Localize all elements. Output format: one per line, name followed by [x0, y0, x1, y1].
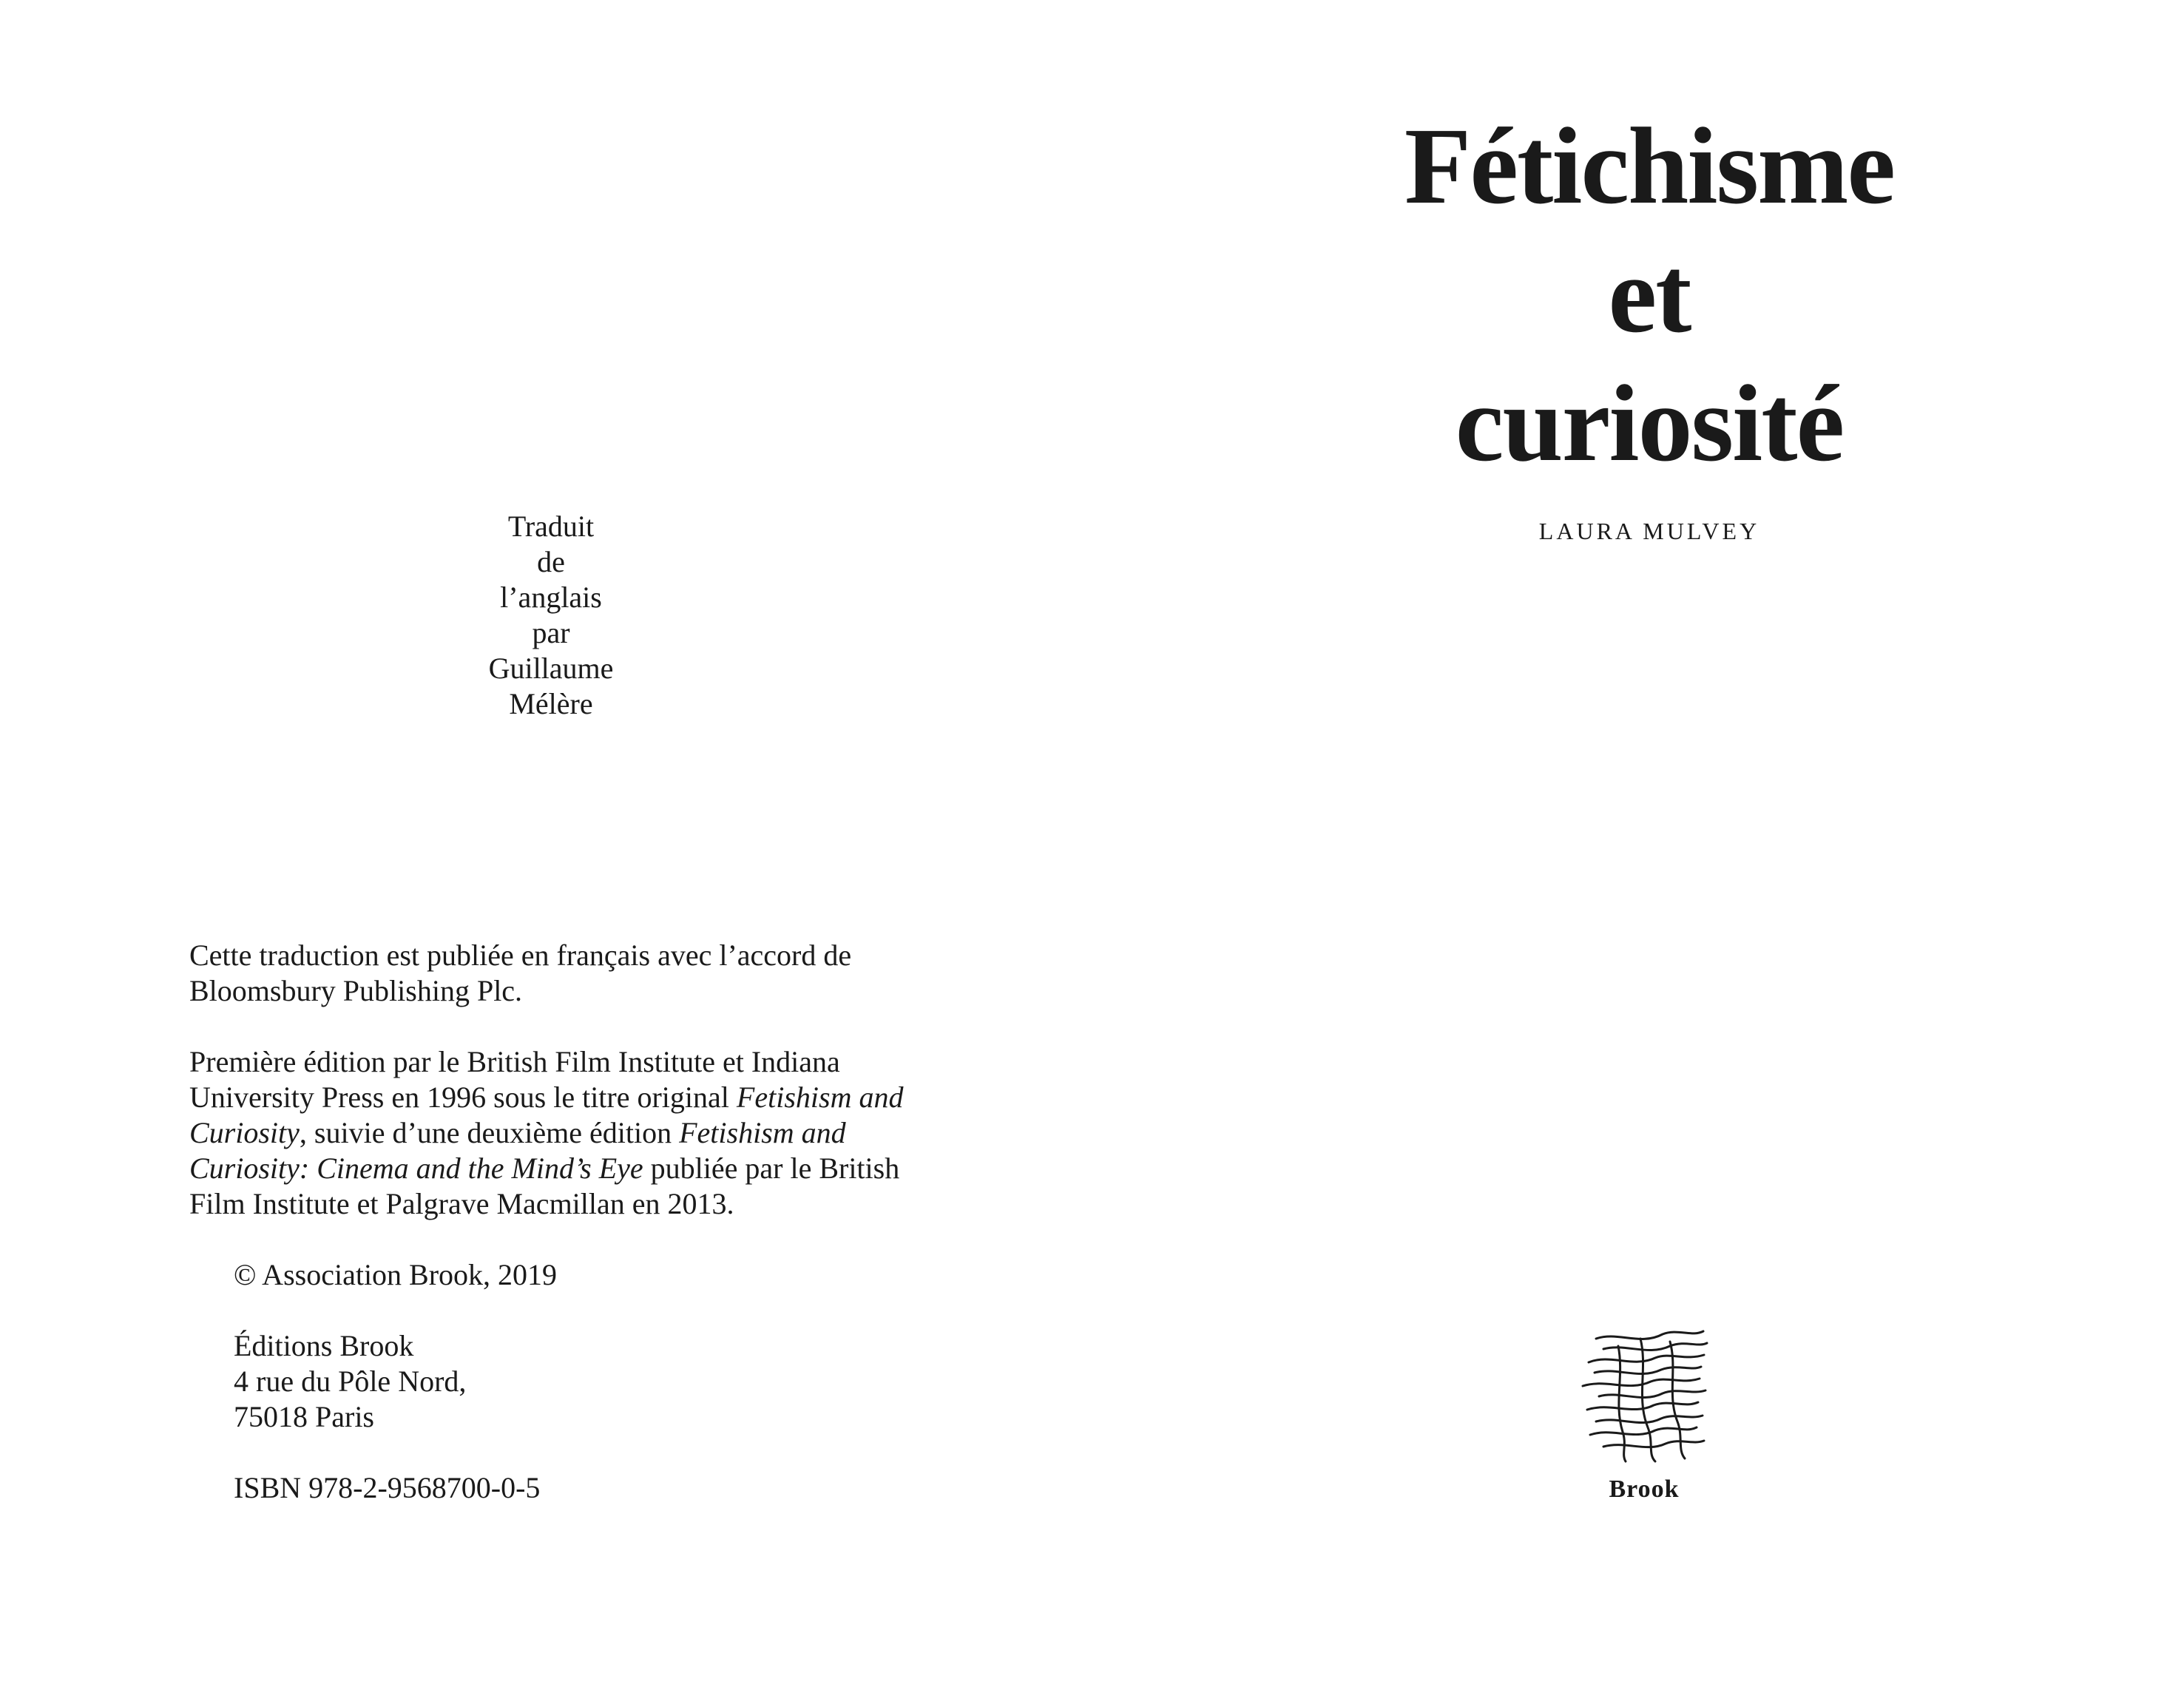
edition-history-text: publiée par le British Film Institute et Palgrave Macmillan en 2013. [189, 1152, 900, 1220]
translator-line: Guillaume [488, 652, 614, 685]
isbn: ISBN 978-2-9568700-0-5 [234, 1471, 541, 1504]
author-name: LAURA MULVEY [1538, 518, 1760, 544]
rights-notice: Cette traduction est publiée en français avec l’accord de Bloomsbury Publishing Plc. [189, 939, 852, 1007]
address-line: 75018 Paris [234, 1400, 374, 1433]
edition-history [189, 1044, 929, 1222]
publisher-name: Brook [1609, 1475, 1680, 1503]
translator-line: de [537, 545, 565, 578]
edition-history-text: , suivie d’une deuxième édition [299, 1116, 680, 1149]
title-line: curiosité [1455, 363, 1844, 484]
copyright-line: © Association Brook, 2019 [234, 1258, 558, 1291]
second-edition-title: Fetishism and Curiosity: Cinema and the Mind’s Eye [189, 1116, 846, 1185]
publisher-address [189, 1328, 929, 1435]
original-title: Fetishism and Curiosity [189, 1081, 904, 1149]
edition-history-text: Première édition par le British Film Institute et Indiana University Press en 1996 sous le titre original [189, 1045, 840, 1114]
translator-credit [444, 509, 658, 722]
translator-line: Traduit [507, 510, 595, 543]
title-line: Fétichisme [1404, 106, 1895, 227]
colophon [189, 938, 929, 1541]
address-line: 4 rue du Pôle Nord, [234, 1365, 467, 1398]
translator-line: l’anglais [500, 581, 602, 614]
translator-line: par [532, 616, 570, 649]
title-line: et [1608, 234, 1691, 356]
brook-logo-icon [1574, 1324, 1714, 1464]
translator-line: Mélère [509, 687, 593, 720]
book-title [1346, 102, 1953, 488]
address-line: Éditions Brook [234, 1329, 414, 1362]
